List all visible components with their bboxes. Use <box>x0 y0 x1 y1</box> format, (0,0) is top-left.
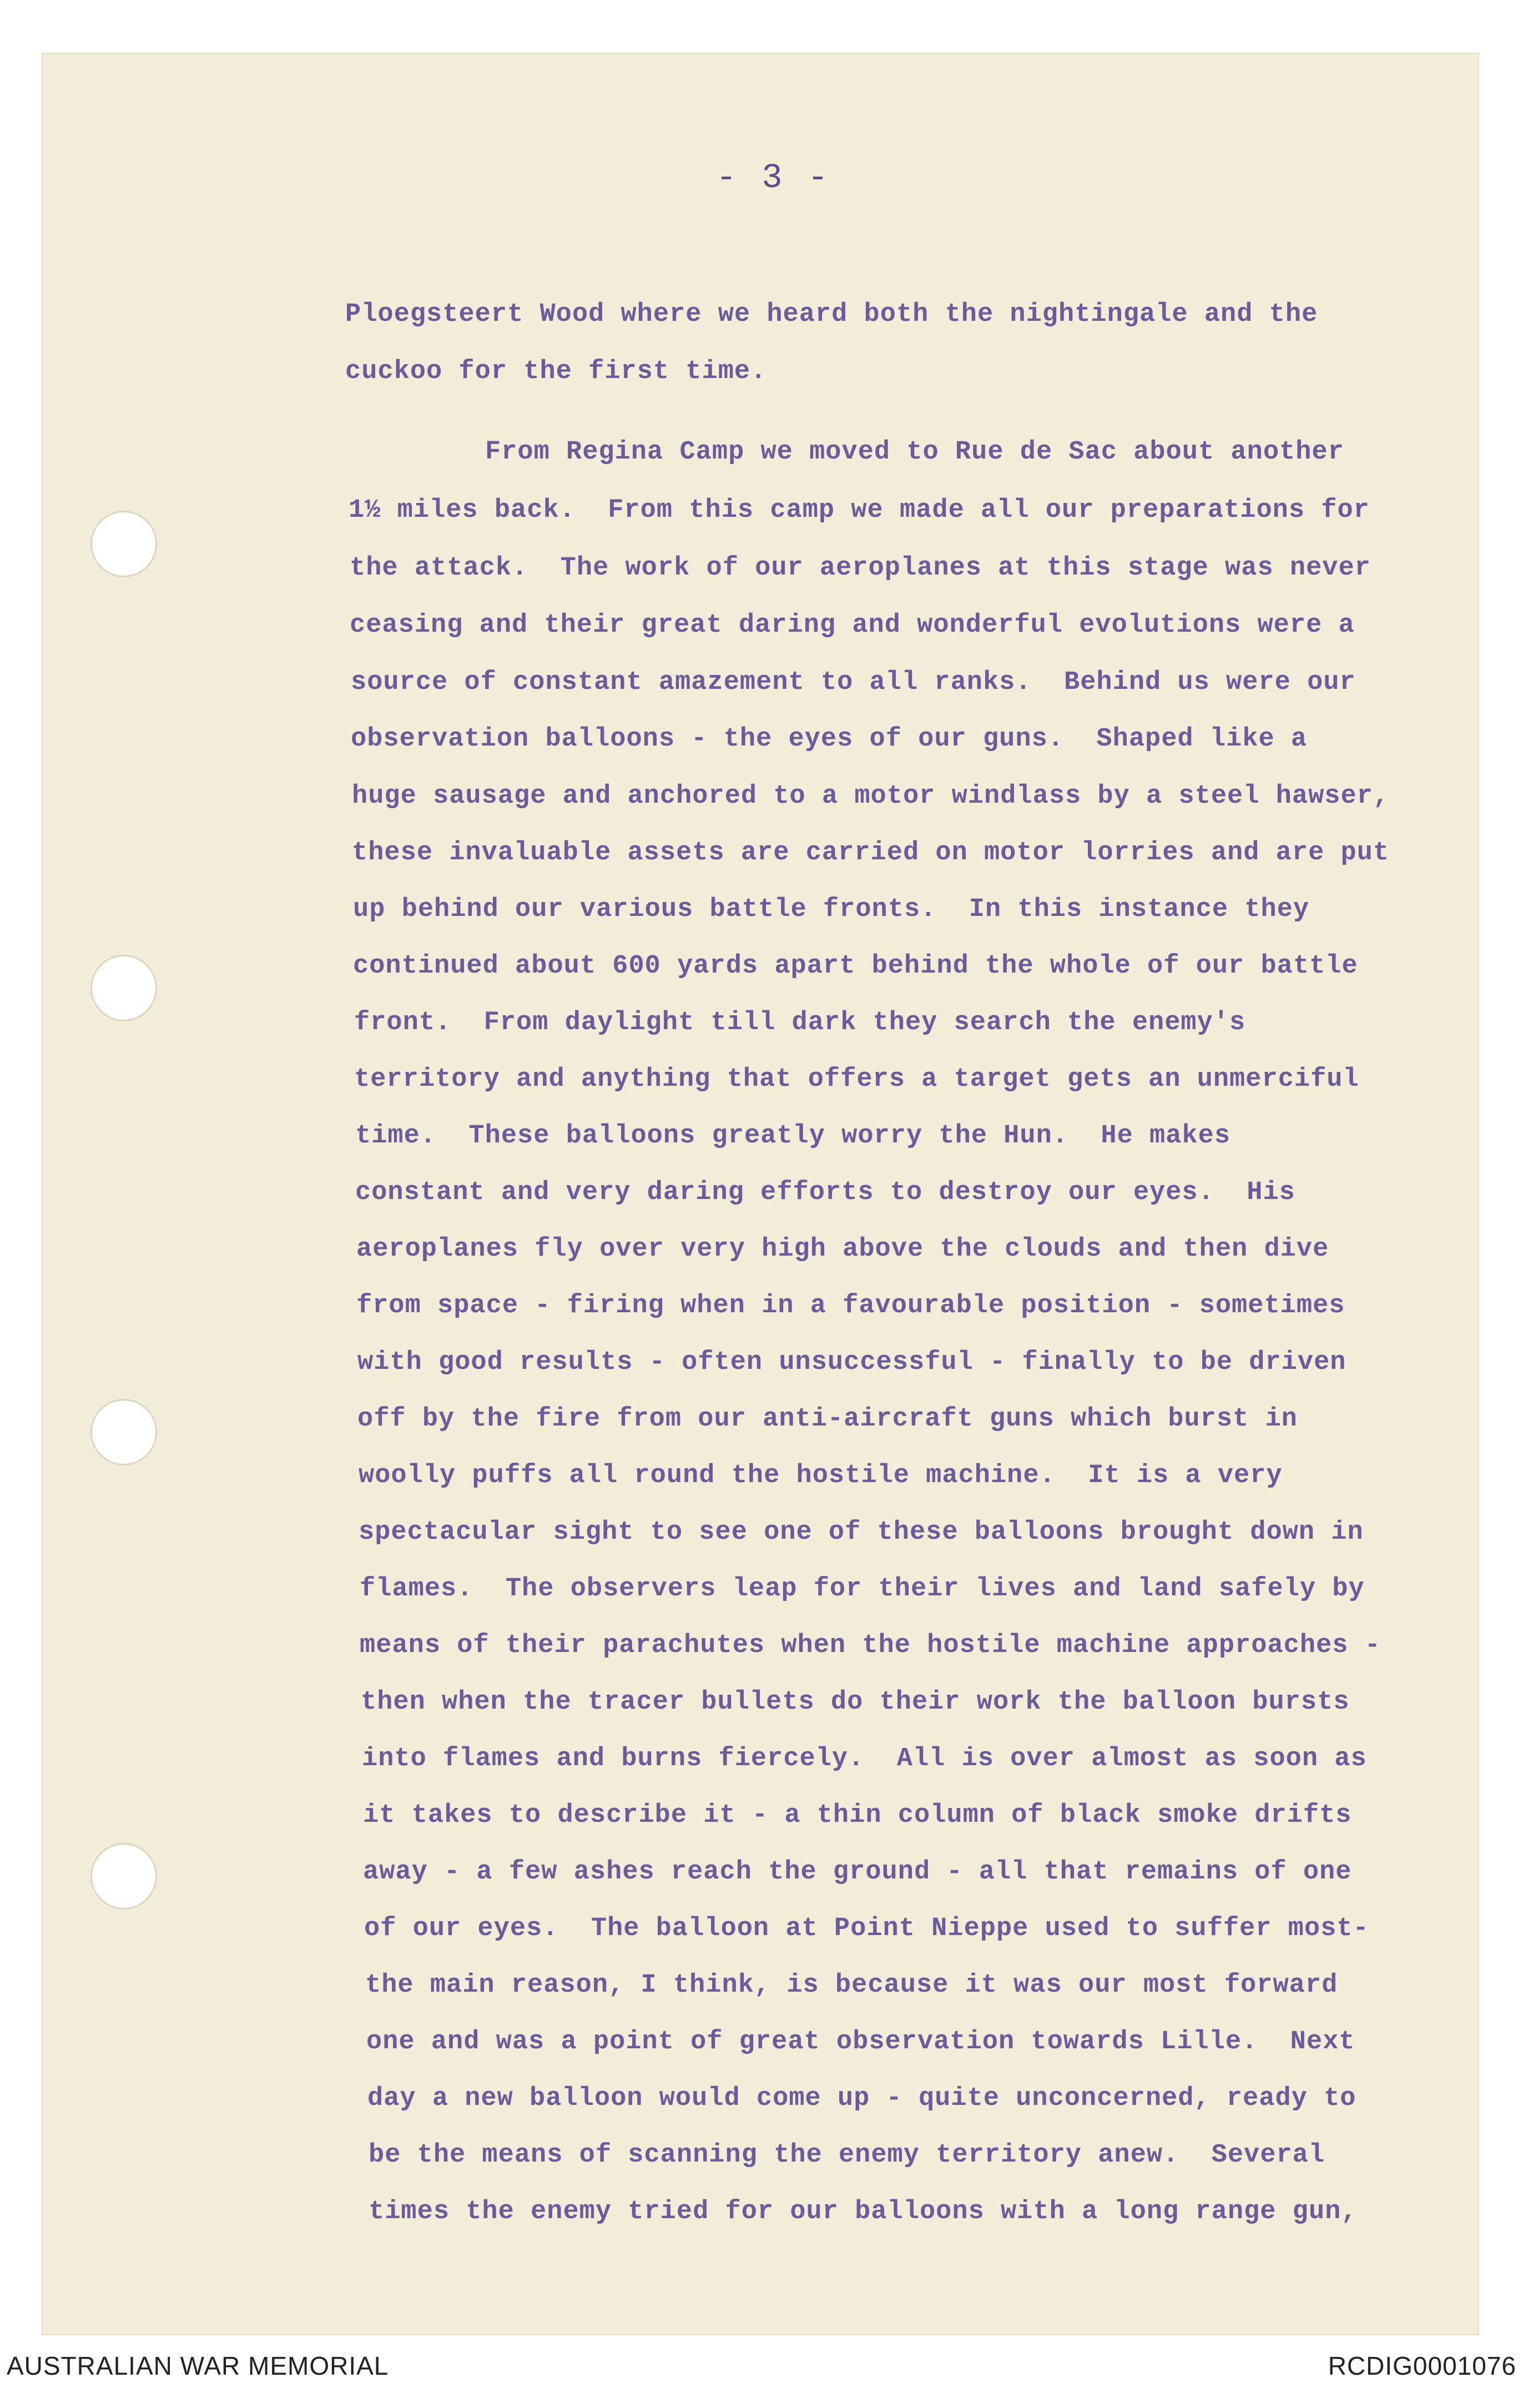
text-line: these invaluable assets are carried on motor lorries and are put <box>352 838 1390 868</box>
text-line: be the means of scanning the enemy territory anew. Several <box>369 2140 1325 2170</box>
text-line: one and was a point of great observation towards Lille. Next <box>366 2027 1355 2057</box>
text-line: off by the fire from our anti-aircraft guns which burst in <box>357 1404 1298 1434</box>
text-line: source of constant amazement to all ranks. Behind us were our <box>351 668 1356 697</box>
text-line: day a new balloon would come up - quite unconcerned, ready to <box>367 2084 1356 2113</box>
text-line: time. These balloons greatly worry the Hun. He makes <box>355 1121 1231 1151</box>
text-line: with good results - often unsuccessful - finally to be driven <box>357 1348 1347 1377</box>
text-line: From Regina Camp we moved to Rue de Sac about another <box>485 437 1344 467</box>
text-line: it takes to describe it - a thin column of black smoke drifts <box>363 1801 1352 1830</box>
text-line: of our eyes. The balloon at Point Nieppe used to suffer most- <box>364 1914 1369 1943</box>
text-line: then when the tracer bullets do their work the balloon bursts <box>361 1687 1350 1717</box>
text-line: observation balloons - the eyes of our guns. Shaped like a <box>351 724 1308 754</box>
punch-hole <box>90 1399 157 1465</box>
text-line: Ploegsteert Wood where we heard both the nightingale and the <box>345 300 1318 329</box>
text-line: spectacular sight to see one of these balloons brought down in <box>359 1518 1364 1547</box>
punch-hole <box>90 955 157 1021</box>
text-line: territory and anything that offers a target gets an unmerciful <box>354 1065 1359 1094</box>
text-line: front. From daylight till dark they search the enemy's <box>354 1008 1246 1037</box>
text-line: ceasing and their great daring and wonderful evolutions were a <box>350 611 1355 640</box>
text-line: up behind our various battle fronts. In this instance they <box>353 895 1310 924</box>
text-line: from space - firing when in a favourable position - sometimes <box>356 1291 1345 1321</box>
text-line: huge sausage and anchored to a motor windlass by a steel hawser, <box>352 782 1390 811</box>
text-line: the main reason, I think, is because it was our most forward <box>365 1971 1338 2000</box>
text-line: constant and very daring efforts to destroy our eyes. His <box>355 1178 1295 1207</box>
text-line: the attack. The work of our aeroplanes at this stage was never <box>350 553 1371 583</box>
text-line: into flames and burns fiercely. All is over almost as soon as <box>362 1744 1367 1774</box>
text-line: flames. The observers leap for their lives and land safely by <box>360 1574 1365 1604</box>
text-line: cuckoo for the first time. <box>345 357 767 386</box>
text-line: times the enemy tried for our balloons with a long range gun, <box>369 2197 1358 2226</box>
text-line: means of their parachutes when the hostile machine approaches - <box>360 1631 1381 1660</box>
footer-institution: AUSTRALIAN WAR MEMORIAL <box>7 2351 389 2380</box>
text-line: away - a few ashes reach the ground - all that remains of one <box>363 1857 1352 1887</box>
footer-record-id: RCDIG0001076 <box>1328 2351 1516 2380</box>
punch-hole <box>90 1843 157 1910</box>
text-line: woolly puffs all round the hostile machine. It is a very <box>359 1461 1283 1490</box>
text-line: continued about 600 yards apart behind the whole of our battle <box>353 951 1358 981</box>
text-line: 1½ miles back. From this camp we made all our preparations for <box>349 496 1370 525</box>
punch-hole <box>90 511 157 577</box>
page-number: - 3 - <box>716 158 831 198</box>
text-line: aeroplanes fly over very high above the clouds and then dive <box>356 1235 1329 1264</box>
